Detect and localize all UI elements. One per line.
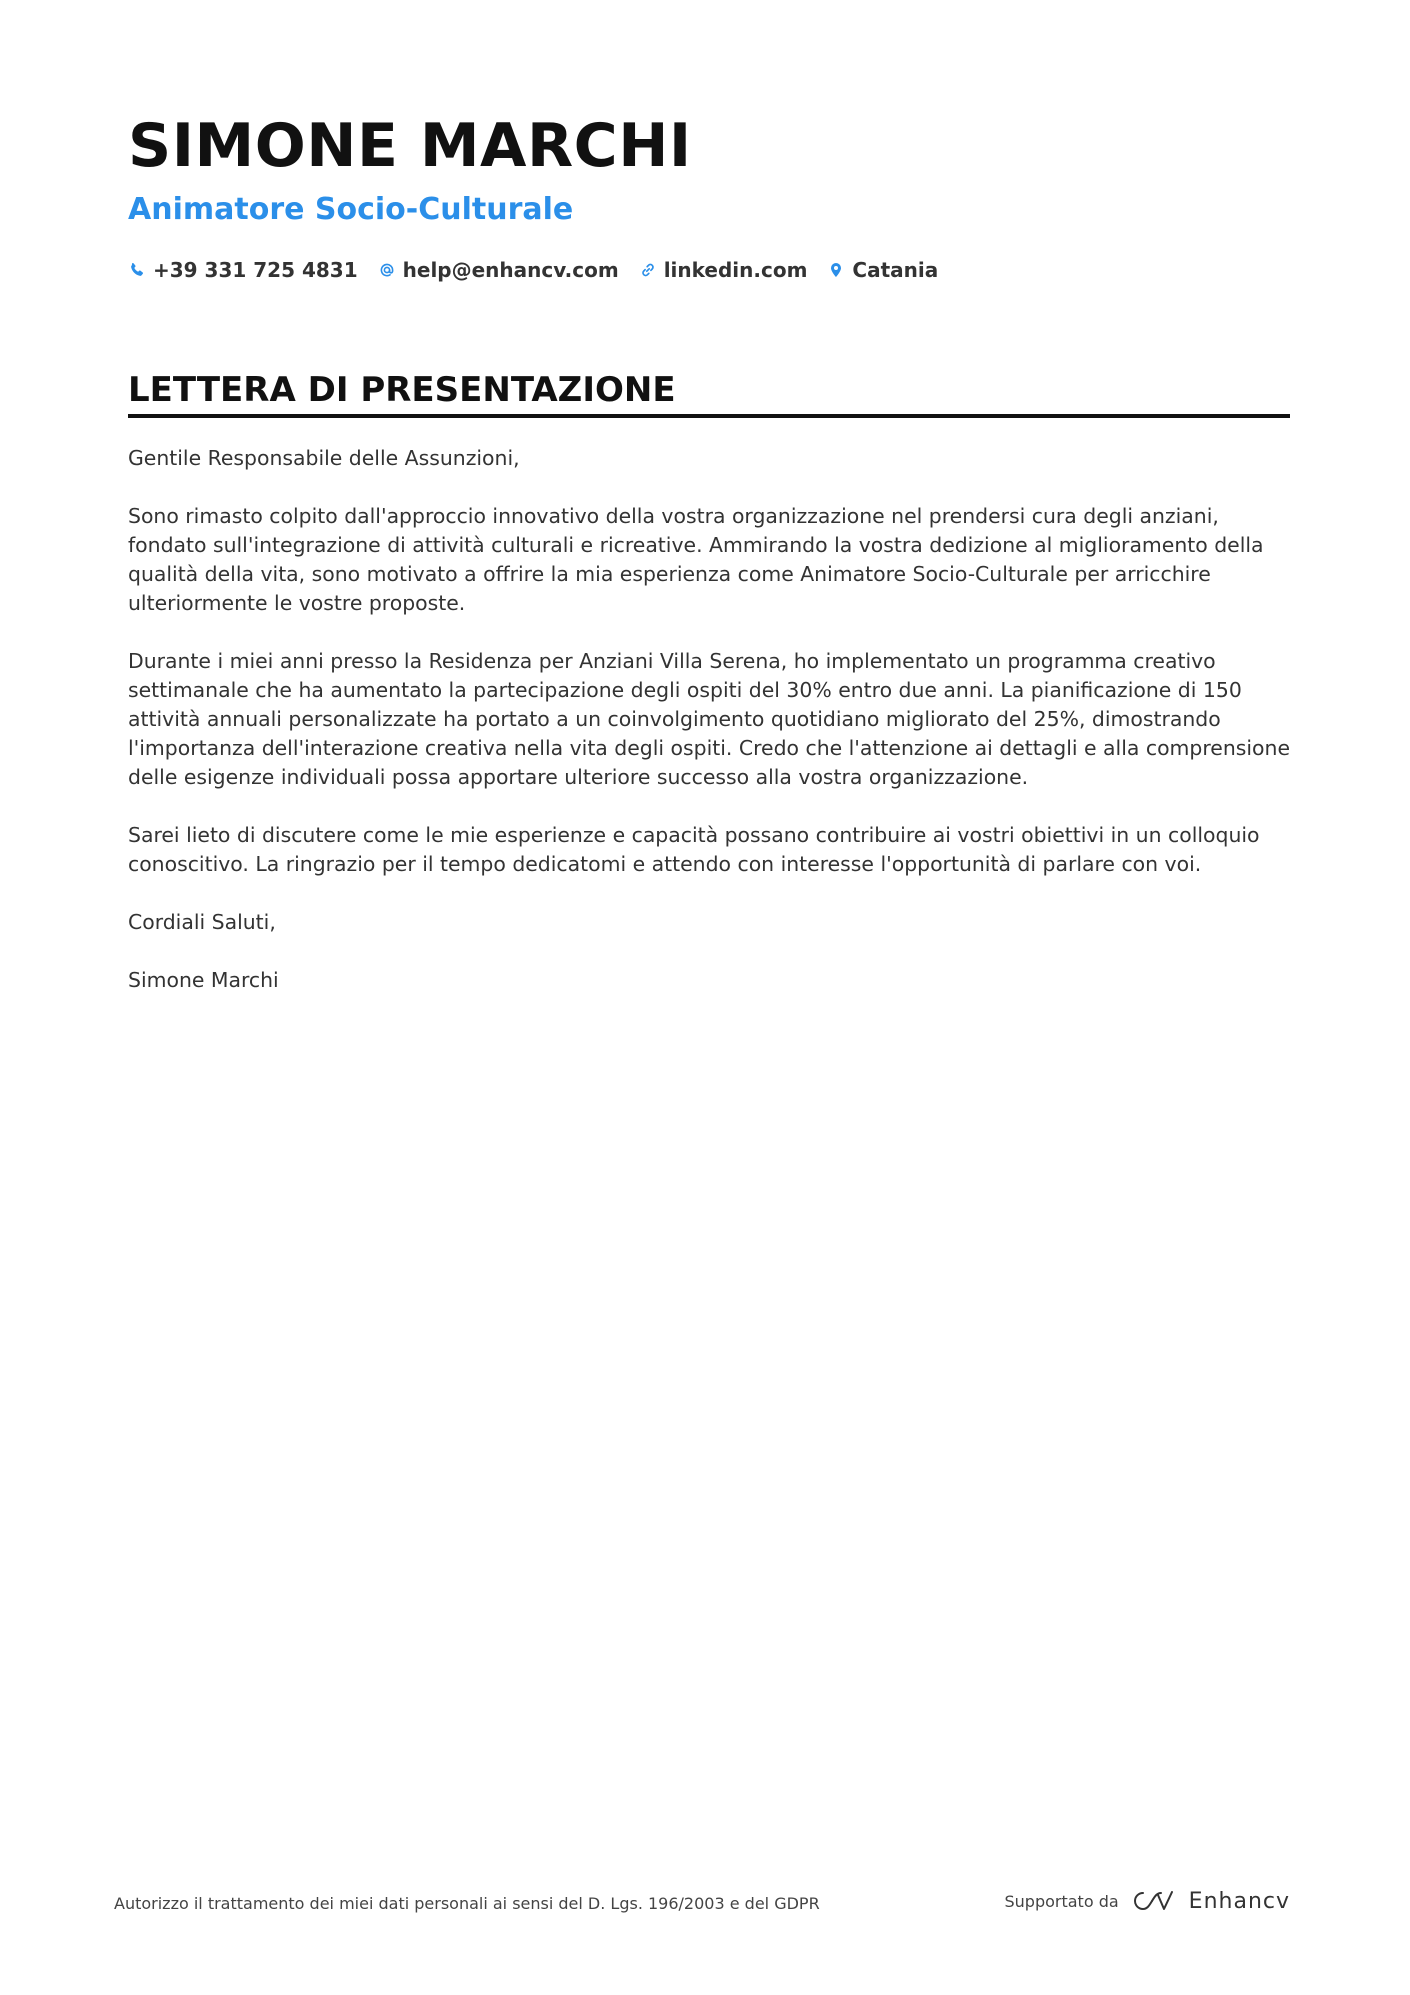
at-icon xyxy=(378,261,396,279)
section-title: LETTERA DI PRESENTAZIONE xyxy=(128,368,1290,418)
letter-signature: Simone Marchi xyxy=(128,968,279,992)
candidate-name: SIMONE MARCHI xyxy=(128,111,692,181)
letter-paragraph: Sono rimasto colpito dall'approccio innovativo della vostra organizzazione nel prendersi cura degli anziani, fondato sull'integrazione di attività culturali e ricreative. Ammirando la vostra dedizione al miglioramento della qualità della vita, sono motivato a offrire la mia esperienza come Animatore Socio-Culturale per arricchire ulteriormente le vostre proposte. xyxy=(128,504,1264,615)
enhancv-logo-icon xyxy=(1131,1888,1177,1914)
contact-phone xyxy=(128,258,358,282)
contact-linkedin-text: linkedin.com xyxy=(663,258,808,282)
contact-location xyxy=(827,258,938,282)
phone-icon xyxy=(128,261,146,279)
location-pin-icon xyxy=(827,261,845,279)
contact-email-text: help@enhancv.com xyxy=(402,258,619,282)
enhancv-wordmark: Enhancv xyxy=(1188,1888,1290,1914)
powered-by-label: Supportato da xyxy=(1004,1891,1119,1911)
privacy-consent: Autorizzo il trattamento dei miei dati personali ai sensi del D. Lgs. 196/2003 e del GDPR xyxy=(114,1894,820,1913)
contact-bar xyxy=(128,258,1288,282)
letter-closing: Cordiali Saluti, xyxy=(128,910,276,934)
contact-linkedin xyxy=(639,258,808,282)
cover-letter-section xyxy=(128,368,1290,1024)
letter-paragraph: Sarei lieto di discutere come le mie esperienze e capacità possano contribuire ai vostri obiettivi in un colloquio conoscitivo. La ringrazio per il tempo dedicatomi e attendo con interesse l'opportunità di parlare con voi. xyxy=(128,823,1260,876)
contact-phone-text: +39 331 725 4831 xyxy=(153,258,358,282)
link-icon xyxy=(639,261,657,279)
letter-greeting: Gentile Responsabile delle Assunzioni, xyxy=(128,446,520,470)
letter-body xyxy=(128,444,1290,995)
header xyxy=(128,108,1288,282)
letter-paragraph: Durante i miei anni presso la Residenza per Anziani Villa Serena, ho implementato un programma creativo settimanale che ha aumentato la partecipazione degli ospiti del 30% entro due anni. La pianificazione di 150 attività annuali personalizzate ha portato a un coinvolgimento quotidiano migliorato del 25%, dimostrando l'importanza dell'interazione creativa nella vita degli ospiti. Credo che l'attenzione ai dettagli e alla comprensione delle esigenze individuali possa apportare ulteriore successo alla vostra organizzazione. xyxy=(128,649,1290,789)
contact-location-text: Catania xyxy=(852,258,939,282)
powered-by xyxy=(1005,1888,1291,1914)
candidate-role: Animatore Socio-Culturale xyxy=(128,192,574,227)
contact-email xyxy=(378,258,619,282)
